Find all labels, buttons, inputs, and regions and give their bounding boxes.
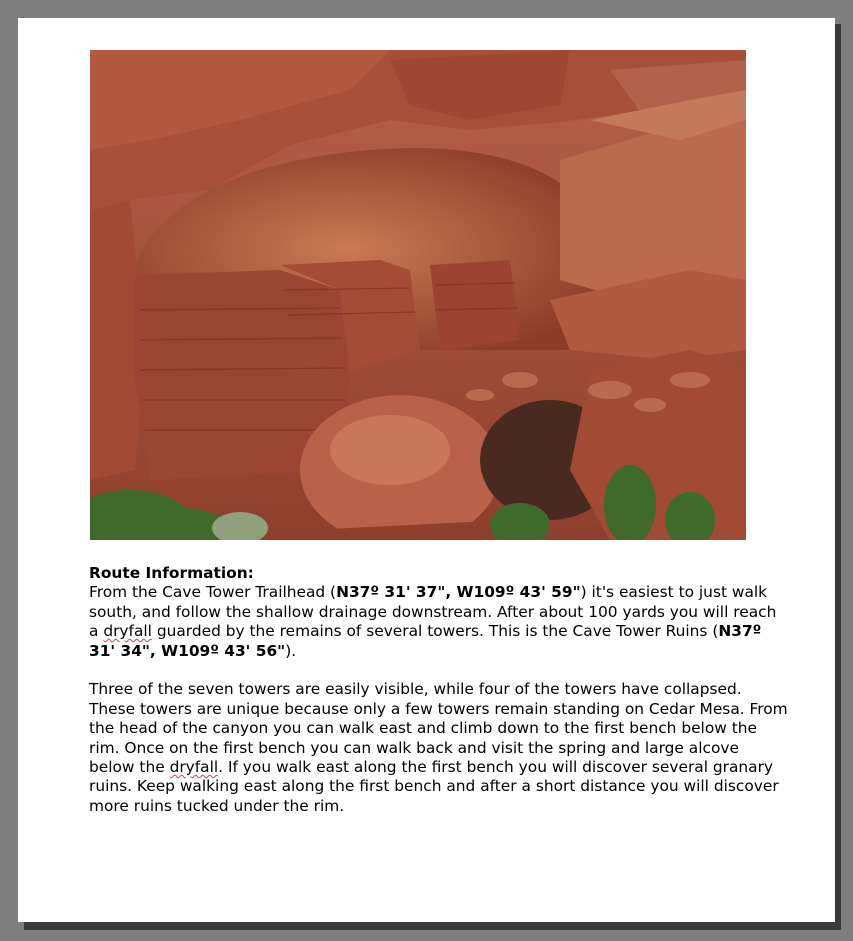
p1-text-2: ) it's easiest to just walk south, and follow the shallow drainage downstream. After about 100 yards you will reach a	[89, 583, 777, 641]
misspelled-word-dryfall: dryfall	[169, 758, 219, 777]
p2-text-2: . If you walk east along the first bench you will discover several granary ruins. Keep walking east along the first bench and after a short distance you will discover more ruins tucked under the rim.	[89, 758, 779, 815]
ruins-coordinates: N37º 31' 34", W109º 43' 56"	[89, 622, 762, 660]
photo-illustration	[90, 50, 746, 540]
misspelled-word-dryfall: dryfall	[103, 622, 152, 641]
route-information-heading: Route Information:	[89, 564, 254, 582]
route-information-text	[89, 564, 789, 816]
p1-text-3: guarded by the remains of several towers. This is the Cave Tower Ruins (	[151, 622, 719, 641]
document-page	[18, 18, 835, 922]
paragraph-towers	[89, 680, 789, 816]
p1-text-4: ).	[285, 641, 297, 660]
cave-tower-photo	[90, 50, 746, 540]
paragraph-route-info	[89, 564, 789, 661]
trailhead-coordinates: N37º 31' 37", W109º 43' 59"	[336, 583, 581, 602]
p2-text-1: Three of the seven towers are easily visible, while four of the towers have collapsed. These towers are unique because only a few towers remain standing on Cedar Mesa. From the head of the canyon you can walk east and climb down to the first bench below the rim. Once on the first bench you can walk back and visit the spring and large alcove below the	[89, 680, 788, 777]
p1-text-1: From the Cave Tower Trailhead (	[89, 583, 337, 602]
